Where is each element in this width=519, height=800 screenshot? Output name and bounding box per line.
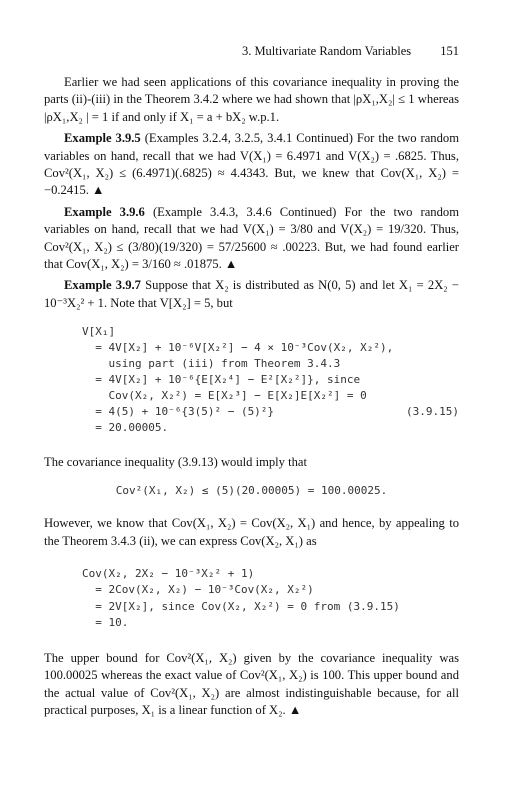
equation-line: Cov²(X₁, X₂) ≤ (5)(20.00005) = 100.00025.	[115, 483, 388, 497]
variance-derivation	[82, 324, 459, 436]
running-title: 3. Multivariate Random Variables	[241, 44, 412, 58]
equation-line: Cov(X₂, X₂²) = E[X₂³] − E[X₂]E[X₂²] = 0	[82, 389, 367, 403]
equation-line: = 4V[X₂] + 10⁻⁶V[X₂²] − 4 × 10⁻³Cov(X₂, X₂²),	[82, 341, 394, 355]
example-3-9-5	[44, 130, 459, 200]
equation-line: = 2V[X₂], since Cov(X₂, X₂²) = 0 from (3.9.15)	[82, 599, 400, 613]
example-label: Example 3.9.5	[64, 131, 141, 146]
equation-line: using part (iii) from Theorem 3.4.3	[82, 357, 341, 371]
paragraph-cov-inequality: The covariance inequality (3.9.13) would imply that	[44, 455, 307, 470]
equation-number: (3.9.15)	[406, 405, 459, 419]
example-3-9-7	[44, 277, 459, 312]
paragraph-upper-bound: The upper bound for Cov²(X₁, X₂) given by the covariance inequality was 100.00025 whereas the exact value of Cov²(X₁, X₂) is 100. This upper bound and the actual value of Cov²(X₁, X₂) are almost indistinguishable because, for all practical purposes, X₁ is a linear function of X₂. ▲	[44, 650, 459, 718]
example-text: (Example 3.4.3, 3.4.6 Continued) For the two random variables on hand, recall that we had V(X₁) = 3/80 and V(X₂) = 19/320. Thus, Cov²(X₁, X₂) ≤ (3/80)(19/320) = 57/25600 ≈ .00223. But, we had found earlier that Cov(X₁, X₂) = 3/160 ≈ .01875. ▲	[44, 204, 459, 272]
page-body	[44, 74, 459, 724]
equation-line: = 4V[X₂] + 10⁻⁶{E[X₂⁴] − E²[X₂²]}, since	[82, 373, 361, 387]
running-header	[44, 44, 459, 59]
equation-line: Cov(X₂, 2X₂ − 10⁻³X₂² + 1)	[82, 566, 255, 580]
bound-equation	[44, 482, 459, 499]
equation-line: = 4(5) + 10⁻⁶{3(5)² − (5)²}	[82, 405, 275, 419]
example-text: (Examples 3.2.4, 3.2.5, 3.4.1 Continued) For the two random variables on hand, recall that we had V(X₁) = 6.4971 and V(X₂) = .6825. Thus, Cov²(X₁, X₂) ≤ (6.4971)(.6825) ≈ 4.4343. But, we knew that Cov(X₁, X₂) = −0.2415. ▲	[44, 131, 459, 198]
paragraph-however: However, we know that Cov(X₁, X₂) = Cov(X₂, X₁) and hence, by appealing to the Theorem 3.4.3 (ii), we can express Cov(X₂, X₁) as	[44, 516, 459, 548]
paragraph-earlier: Earlier we had seen applications of this covariance inequality in proving the parts (ii)-(iii) in the Theorem 3.4.2 where we had shown that |ρX₁,X₂| ≤ 1 whereas |ρX₁,X₂ | = 1 if and only if X₁ = a + bX₂ w.p.1.	[44, 75, 459, 124]
equation-line: V[X₁]	[82, 325, 116, 339]
example-text: Suppose that X₂ is distributed as N(0, 5) and let X₁ = 2X₂ − 10⁻³X₂² + 1. Note that V[X₂] = 5, but	[44, 278, 459, 310]
covariance-derivation	[82, 566, 459, 632]
equation-line: = 10.	[82, 616, 129, 630]
equation-line: = 2Cov(X₂, X₂) − 10⁻³Cov(X₂, X₂²)	[82, 583, 314, 597]
example-label: Example 3.9.6	[64, 204, 145, 219]
equation-line: = 20.00005.	[82, 421, 169, 435]
example-label: Example 3.9.7	[64, 278, 141, 293]
example-3-9-6	[44, 204, 459, 274]
page-number: 151	[440, 44, 459, 58]
